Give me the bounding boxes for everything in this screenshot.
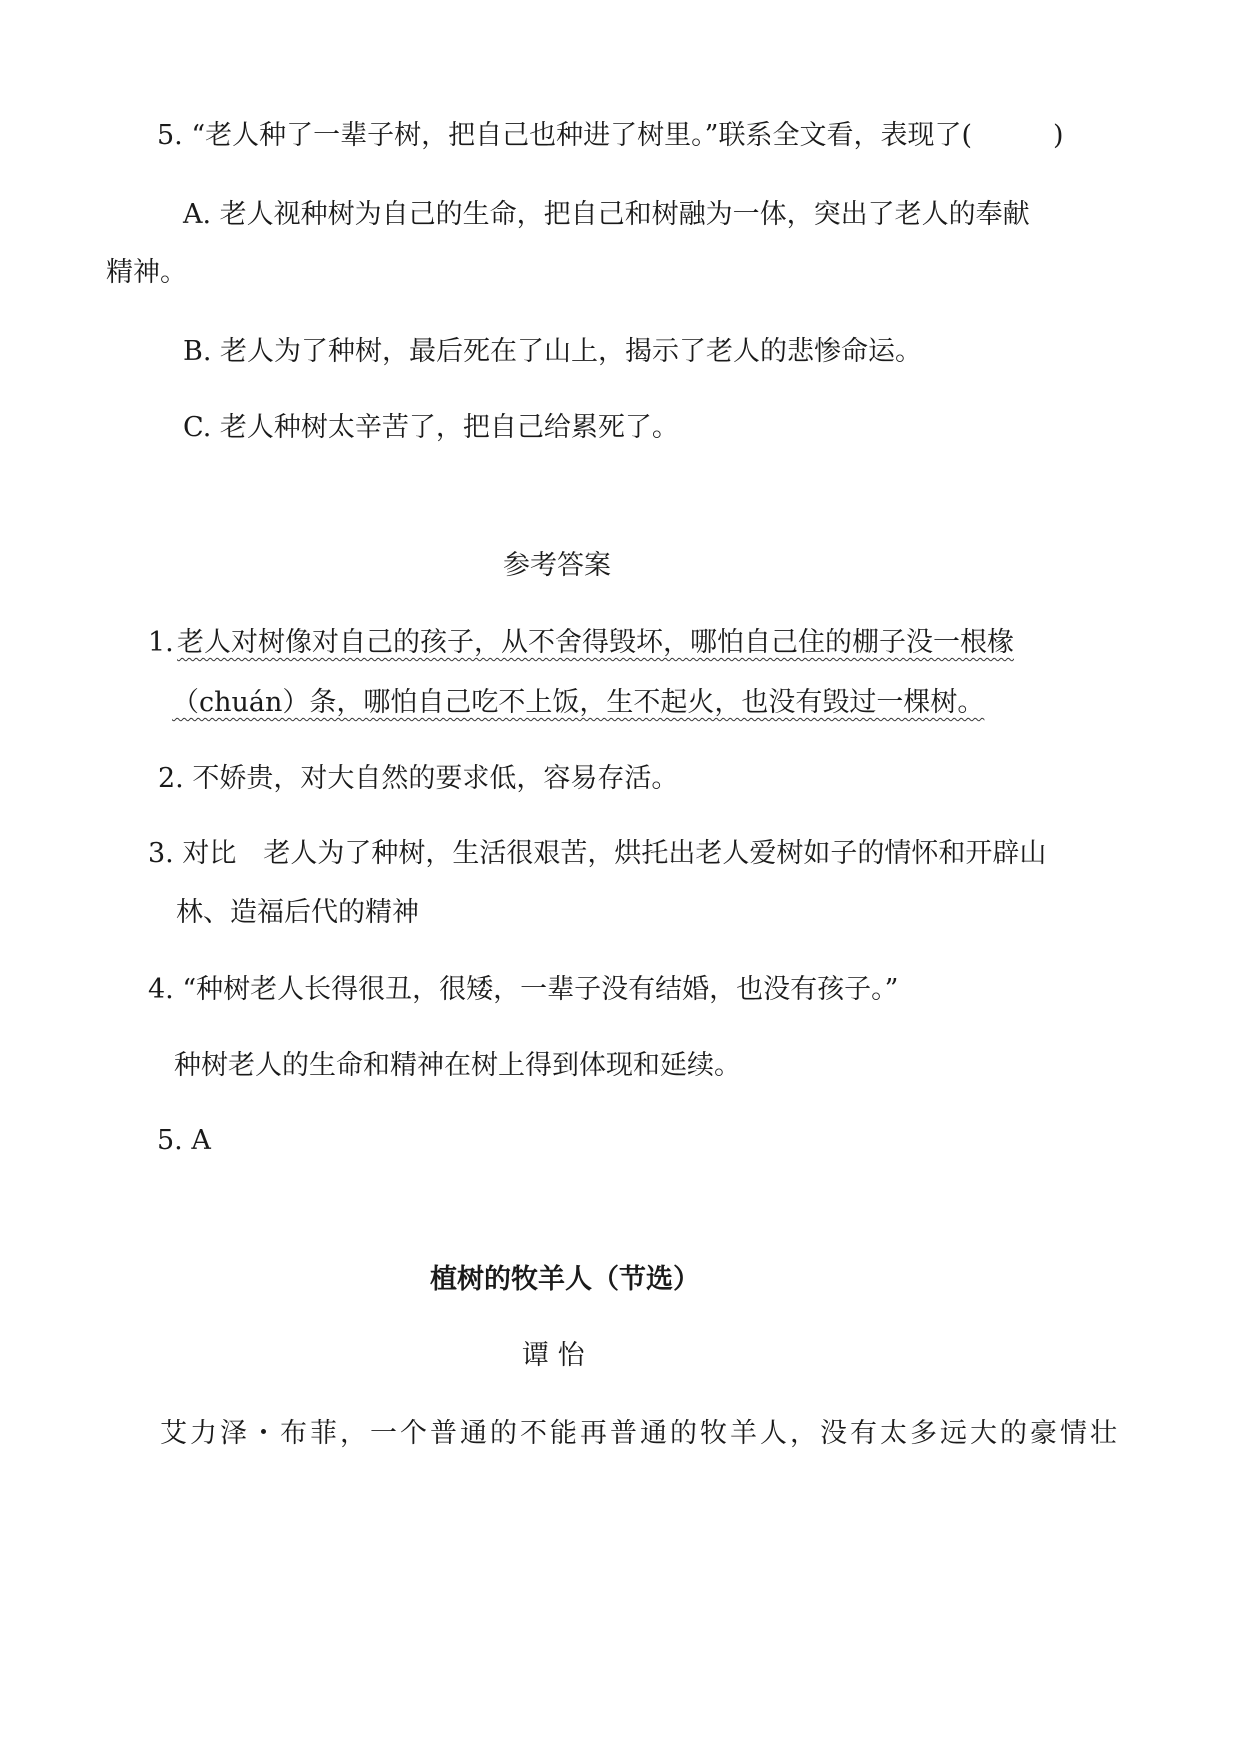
answer-1-line-1: 老人对树像对自己的孩子，从不舍得毁坏，哪怕自己住的棚子没一根椽 — [177, 627, 1014, 658]
answer-4-line-2: 种树老人的生命和精神在树上得到体现和延续。 — [174, 1050, 741, 1081]
passage-title: 植树的牧羊人（节选） — [430, 1264, 700, 1295]
answer-3-line-2: 林、造福后代的精神 — [176, 897, 419, 928]
answer-4-line-1: 4. “种树老人长得很丑，很矮，一辈子没有结婚，也没有孩子。” — [148, 974, 899, 1005]
passage-author: 谭 怡 — [522, 1340, 585, 1371]
answer-1-line-2: （chuán）条，哪怕自己吃不上饭，生不起火，也没有毁过一棵树。 — [172, 687, 985, 718]
answer-3-line-1: 3. 对比 老人为了种树，生活很艰苦，烘托出老人爱树如子的情怀和开辟山 — [148, 838, 1047, 869]
answers-title: 参考答案 — [503, 550, 611, 581]
option-c: C. 老人种树太辛苦了，把自己给累死了。 — [183, 412, 679, 443]
answer-1-number: 1. — [148, 627, 174, 658]
answer-5: 5. A — [157, 1125, 211, 1156]
answer-2: 2. 不娇贵，对大自然的要求低，容易存活。 — [158, 763, 679, 794]
option-a-line-2: 精神。 — [106, 257, 187, 288]
question-5-stem: 5. “老人种了一辈子树，把自己也种进了树里。”联系全文看，表现了( ) — [157, 120, 1064, 151]
option-b: B. 老人为了种树，最后死在了山上，揭示了老人的悲惨命运。 — [183, 336, 923, 367]
option-a-line-1: A. 老人视种树为自己的生命，把自己和树融为一体，突出了老人的奉献 — [183, 199, 1030, 230]
passage-first-line: 艾力泽・布菲，一个普通的不能再普通的牧羊人，没有太多远大的豪情壮 — [160, 1418, 1120, 1449]
